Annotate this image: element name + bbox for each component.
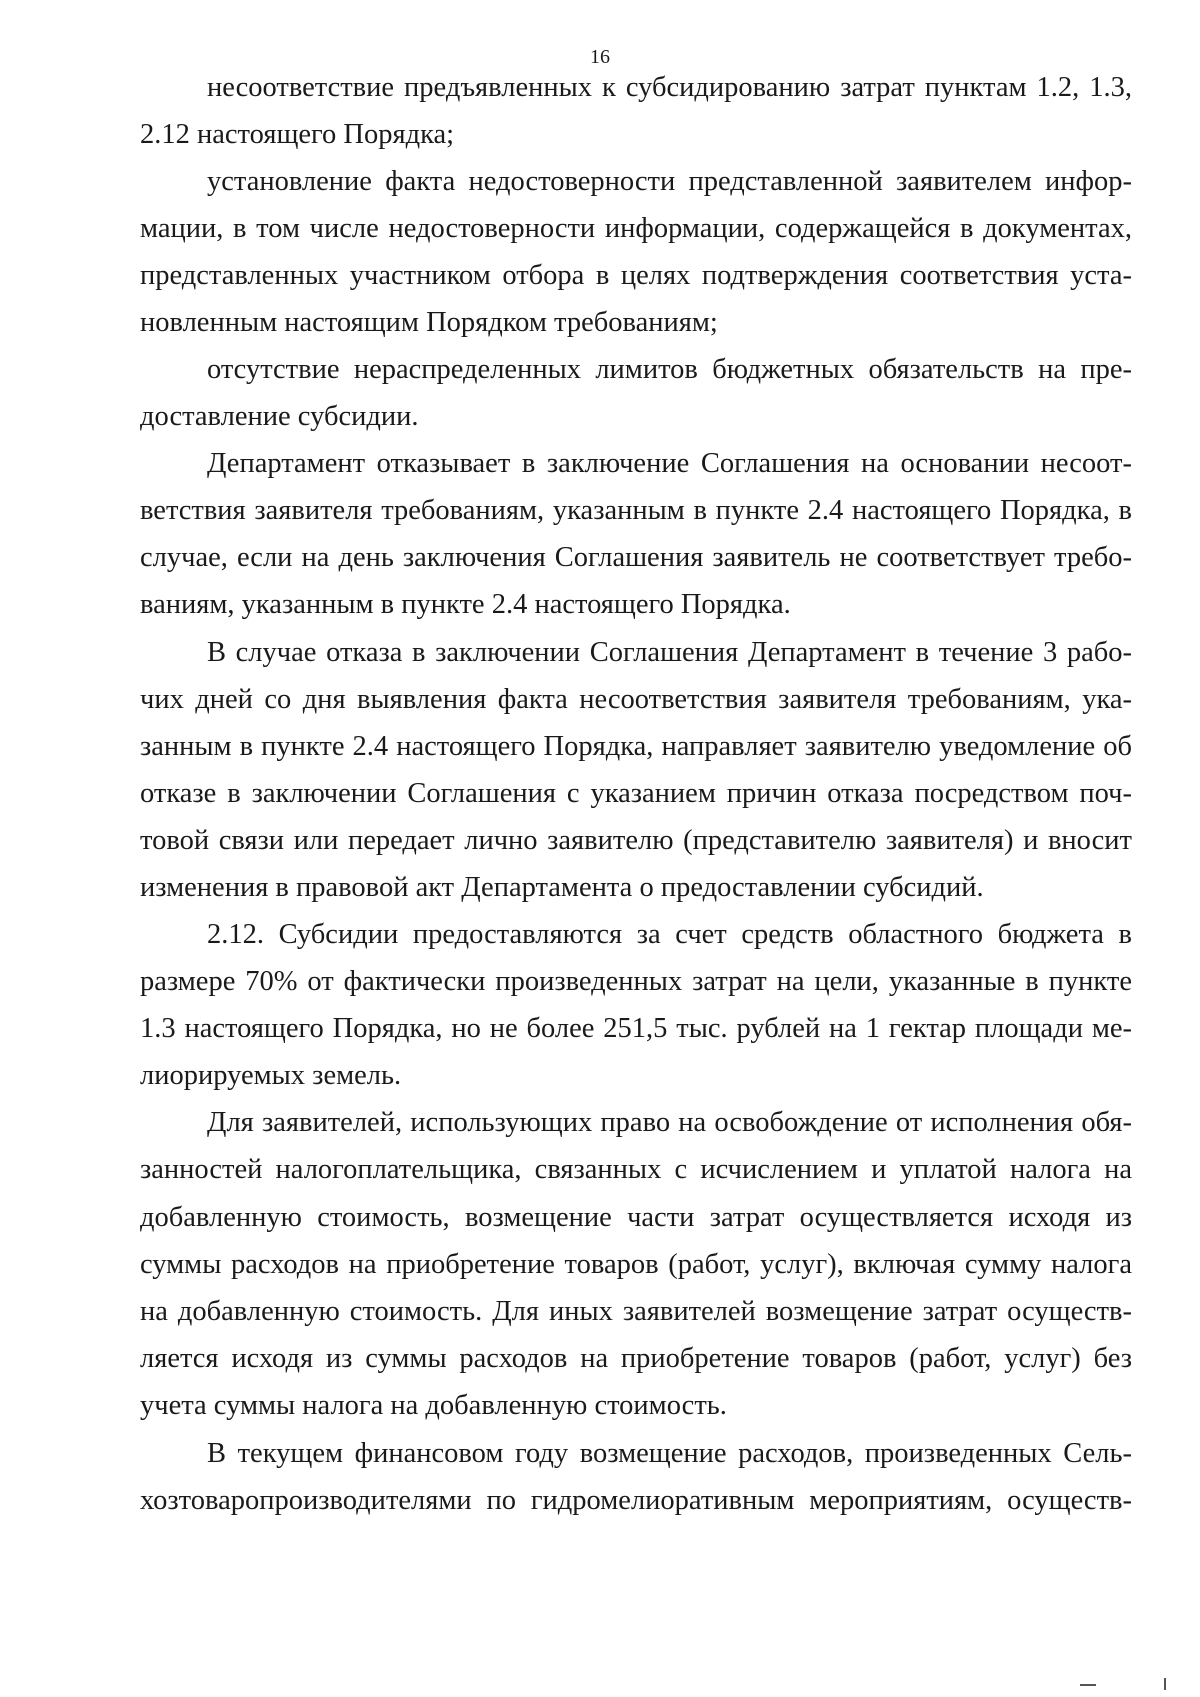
text-line: размере 70% от фактически произведенных затрат на цели, указанные в пункте	[140, 966, 1132, 997]
text-line: случае, если на день заключения Соглашения заявитель не соответствует требо-	[140, 542, 1132, 573]
text-line: Департамент отказывает в заключение Соглашения на основании несоот-	[207, 448, 1132, 479]
text-line: новленным настоящим Порядком требованиям;	[140, 307, 718, 338]
text-line: занностей налогоплательщика, связанных с исчислением и уплатой налога на	[140, 1154, 1132, 1185]
text-line: 1.3 настоящего Порядка, но не более 251,5 тыс. рублей на 1 гектар площади ме-	[140, 1013, 1132, 1044]
text-line: ветствия заявителя требованиям, указанным в пункте 2.4 настоящего Порядка, в	[140, 495, 1132, 526]
text-line: добавленную стоимость, возмещение части затрат осуществляется исходя из	[140, 1202, 1132, 1233]
page-number: 16	[590, 46, 610, 68]
text-line: хозтоваропроизводителями по гидромелиоративным мероприятиям, осуществ-	[140, 1485, 1132, 1516]
text-line: ляется исходя из суммы расходов на приобретение товаров (работ, услуг) без	[140, 1343, 1132, 1374]
text-line: на добавленную стоимость. Для иных заявителей возмещение затрат осуществ-	[140, 1296, 1132, 1327]
text-line: несоответствие предъявленных к субсидированию затрат пунктам 1.2, 1.3,	[207, 72, 1132, 103]
text-line: изменения в правовой акт Департамента о предоставлении субсидий.	[140, 872, 984, 903]
text-line: отсутствие нераспределенных лимитов бюджетных обязательств на пре-	[207, 354, 1132, 385]
text-line: учета суммы налога на добавленную стоимость.	[140, 1390, 727, 1421]
text-line: чих дней со дня выявления факта несоответствия заявителя требованиям, ука-	[140, 684, 1132, 715]
text-line: суммы расходов на приобретение товаров (работ, услуг), включая сумму налога	[140, 1249, 1132, 1280]
text-line: ваниям, указанным в пункте 2.4 настоящего Порядка.	[140, 589, 791, 620]
text-line: доставление субсидии.	[140, 401, 419, 432]
text-line: товой связи или передает лично заявителю (представителю заявителя) и вносит	[140, 825, 1132, 856]
scan-speck	[1080, 1684, 1096, 1686]
scan-speck	[1164, 1678, 1166, 1690]
text-line: 2.12 настоящего Порядка;	[140, 119, 455, 150]
text-line: отказе в заключении Соглашения с указанием причин отказа посредством поч-	[140, 778, 1132, 809]
text-line: представленных участником отбора в целях подтверждения соответствия уста-	[140, 260, 1132, 291]
text-line: мации, в том числе недостоверности информации, содержащейся в документах,	[140, 213, 1132, 244]
text-line: В текущем финансовом году возмещение расходов, произведенных Сель-	[207, 1438, 1132, 1469]
text-line: 2.12. Субсидии предоставляются за счет средств областного бюджета в	[207, 919, 1132, 950]
text-line: занным в пункте 2.4 настоящего Порядка, направляет заявителю уведомление об	[140, 731, 1132, 762]
text-line: В случае отказа в заключении Соглашения Департамент в течение 3 рабо-	[207, 637, 1132, 668]
text-line: лиорируемых земель.	[140, 1060, 402, 1091]
text-line: установление факта недостоверности представленной заявителем инфор-	[207, 166, 1132, 197]
text-line: Для заявителей, использующих право на освобождение от исполнения обя-	[207, 1107, 1132, 1138]
